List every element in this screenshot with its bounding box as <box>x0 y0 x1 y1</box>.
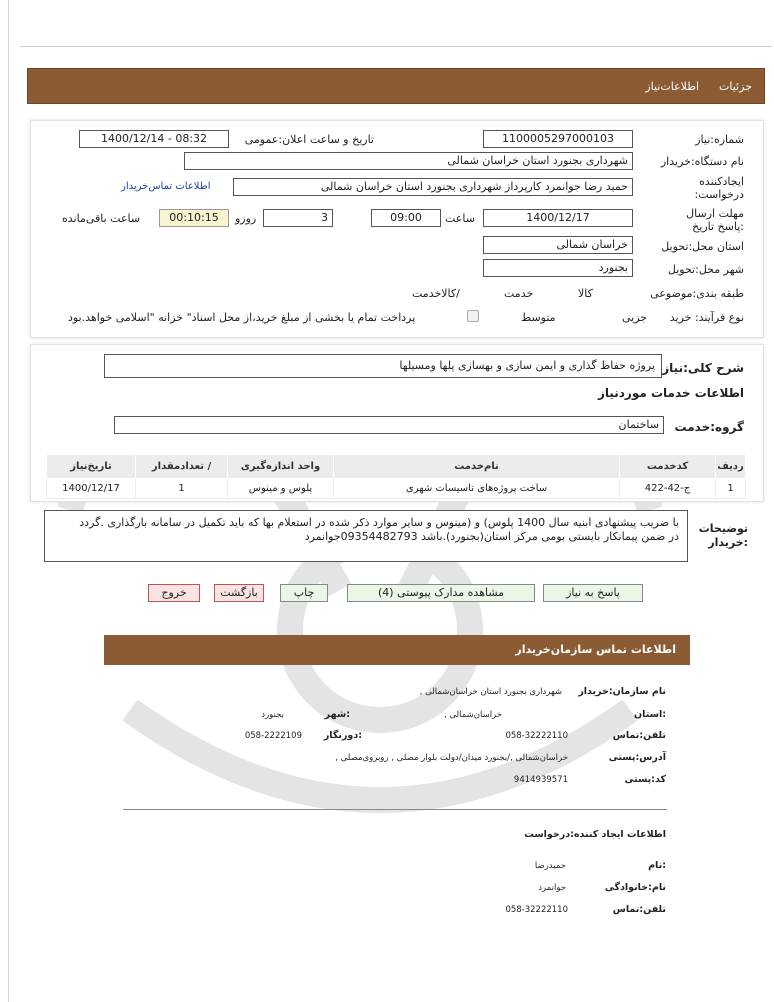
creator-info-heading: اطلاعات ایجاد کننده:درخواست <box>524 829 666 840</box>
contact-fax-value: 058-2222109 <box>244 731 302 741</box>
creator-family-value: جوانمرد <box>538 883 566 893</box>
contact-phone-label: تلفن:تماس <box>612 730 666 741</box>
contact-org-value: شهرداری بجنورد استان خراسان‌شمالی , <box>419 687 562 697</box>
deadline-date-field: 1400/12/17 <box>483 209 633 227</box>
treasury-payment-note: پرداخت تمام یا بخشی از مبلغ خرید،از محل اسناد" خزانه "اسلامی خواهد.بود <box>68 311 416 324</box>
category-option-goods: کالا <box>578 287 593 300</box>
table-row <box>47 479 746 499</box>
contact-province-label: :استان <box>634 709 666 720</box>
row-quantity: 1 <box>136 479 228 499</box>
category-option-goods-service: /کالاخدمت <box>412 287 460 300</box>
col-header-unit: واحد اندازه‌گیری <box>228 455 334 479</box>
col-header-name: نام‌خدمت <box>334 455 620 479</box>
announce-date-field: 1400/12/14 - 08:32 <box>79 130 229 148</box>
treasury-payment-checkbox[interactable] <box>467 310 479 322</box>
details-header-bar <box>27 68 765 104</box>
col-header-quantity: / تعدادمقدار <box>136 455 228 479</box>
print-button[interactable]: چاپ <box>280 584 328 602</box>
days-label: روزو <box>235 212 257 225</box>
category-option-service: خدمت <box>504 287 534 300</box>
buyer-contact-link[interactable]: اطلاعات تماس‌خریدار <box>121 181 211 192</box>
col-header-code: کدخدمت <box>620 455 716 479</box>
col-header-row: ردیف <box>716 455 746 479</box>
contact-phone-value: 058-32222110 <box>505 731 568 741</box>
services-table <box>46 454 746 499</box>
buyer-org-label: نام دستگاه:خریدار <box>660 155 744 168</box>
left-border-line <box>8 0 9 1002</box>
contact-address-label: آدرس:پستی <box>608 752 666 763</box>
col-header-date: تاریخ‌نیاز <box>47 455 136 479</box>
exit-button[interactable]: خروج <box>148 584 200 602</box>
contact-province-value: خراسان‌شمالی , <box>444 710 502 720</box>
announce-date-label: تاریخ و ساعت اعلان:عمومی <box>244 133 374 146</box>
row-service-code: ج-42-422 <box>620 479 716 499</box>
process-option-minor: جزیی <box>622 311 648 324</box>
deadline-time-field: 09:00 <box>371 209 441 227</box>
reply-button[interactable]: پاسخ به نیاز <box>543 584 643 602</box>
contact-postal-label: کد:پستی <box>624 774 666 785</box>
tab-details[interactable]: جزئیات <box>719 80 752 93</box>
contact-city-label: :شهر <box>324 709 350 720</box>
category-label: طبقه بندی:موضوعی <box>650 287 744 300</box>
creator-phone-value: 058-32222110 <box>505 905 568 915</box>
row-unit: پلوس و مینوس <box>228 479 334 499</box>
description-label: شرح کلی:نیاز <box>662 361 744 375</box>
services-heading: اطلاعات خدمات موردنیاز <box>597 386 744 400</box>
buyer-org-field: شهرداری بجنورد استان خراسان شمالی <box>184 152 633 170</box>
creator-label: ایجادکننده درخواست: <box>694 175 744 201</box>
creator-name-label: :نام <box>648 860 666 871</box>
description-field: پروژه حفاظ گذاری و ایمن سازی و بهسازی پلها ومسیلها <box>104 354 662 378</box>
buyer-notes-line-2: در ضمن پیمانکار بایستی بومی مرکز استان(بجنورد).باشد 09354482793جوانمرد <box>304 530 679 543</box>
remaining-time-label: ساعت باقی‌مانده <box>62 212 141 225</box>
buyer-notes-label: توضیحات :خریدار <box>698 522 748 549</box>
days-field: 3 <box>263 209 333 227</box>
creator-field: حمید رضا جوانمرد کارپرداز شهرداری بجنورد استان خراسان شمالی <box>233 178 633 196</box>
deadline-label: مهلت ارسال :پاسخ تاریخ <box>686 207 744 233</box>
row-number: 1 <box>716 479 746 499</box>
buyer-notes-line-1: با ضریب پیشنهادی ابنیه سال 1400 پلوس) و (مینوس و سایر موارد ذکر شده در استعلام بها که باید تکمیل در سامانه بارگذاری .گردد <box>79 516 679 529</box>
contact-fax-label: :دورنگار <box>323 730 362 741</box>
contact-city-value: بجنورد <box>261 710 284 720</box>
top-divider <box>20 46 772 47</box>
row-need-date: 1400/12/17 <box>47 479 136 499</box>
contact-address-value: خراسان‌شمالی ,/بجنورد میدان/دولت بلوار مصلی , روبروی‌مصلی , <box>335 753 568 763</box>
province-field: خراسان شمالی <box>483 236 633 254</box>
process-label: نوع فرآیند: خرید <box>669 311 744 324</box>
city-field: بجنورد <box>483 259 633 277</box>
province-label: استان محل:تحویل <box>661 240 744 253</box>
contact-org-label: نام سازمان:خریدار <box>578 686 666 697</box>
need-number-field: 1100005297000103 <box>483 130 633 148</box>
creator-name-value: حمیدرضا <box>534 861 566 871</box>
service-group-label: گروه:خدمت <box>674 420 744 434</box>
city-label: شهر محل:تحویل <box>667 263 744 276</box>
process-option-medium: متوسط <box>521 311 556 324</box>
buyer-notes-box <box>44 510 688 562</box>
contact-divider <box>123 809 667 810</box>
creator-phone-label: تلفن:تماس <box>612 904 666 915</box>
need-number-label: شماره:نیاز <box>695 133 744 146</box>
service-group-field: ساختمان <box>114 416 664 434</box>
row-service-name: ساخت پروژه‌های تاسیسات شهری <box>334 479 620 499</box>
creator-family-label: نام:خانوادگی <box>604 882 666 893</box>
view-documents-button[interactable]: مشاهده مدارک پیوستی (4) <box>347 584 535 602</box>
buyer-contact-heading: اطلاعات تماس سازمان‌خریدار <box>104 635 690 665</box>
deadline-time-label: ساعت <box>445 212 475 225</box>
contact-postal-value: 9414939571 <box>513 775 568 785</box>
tab-need-info[interactable]: اطلاعات‌نیاز <box>645 80 700 93</box>
remaining-time-field: 00:10:15 <box>159 209 229 227</box>
back-button[interactable]: بازگشت <box>214 584 264 602</box>
